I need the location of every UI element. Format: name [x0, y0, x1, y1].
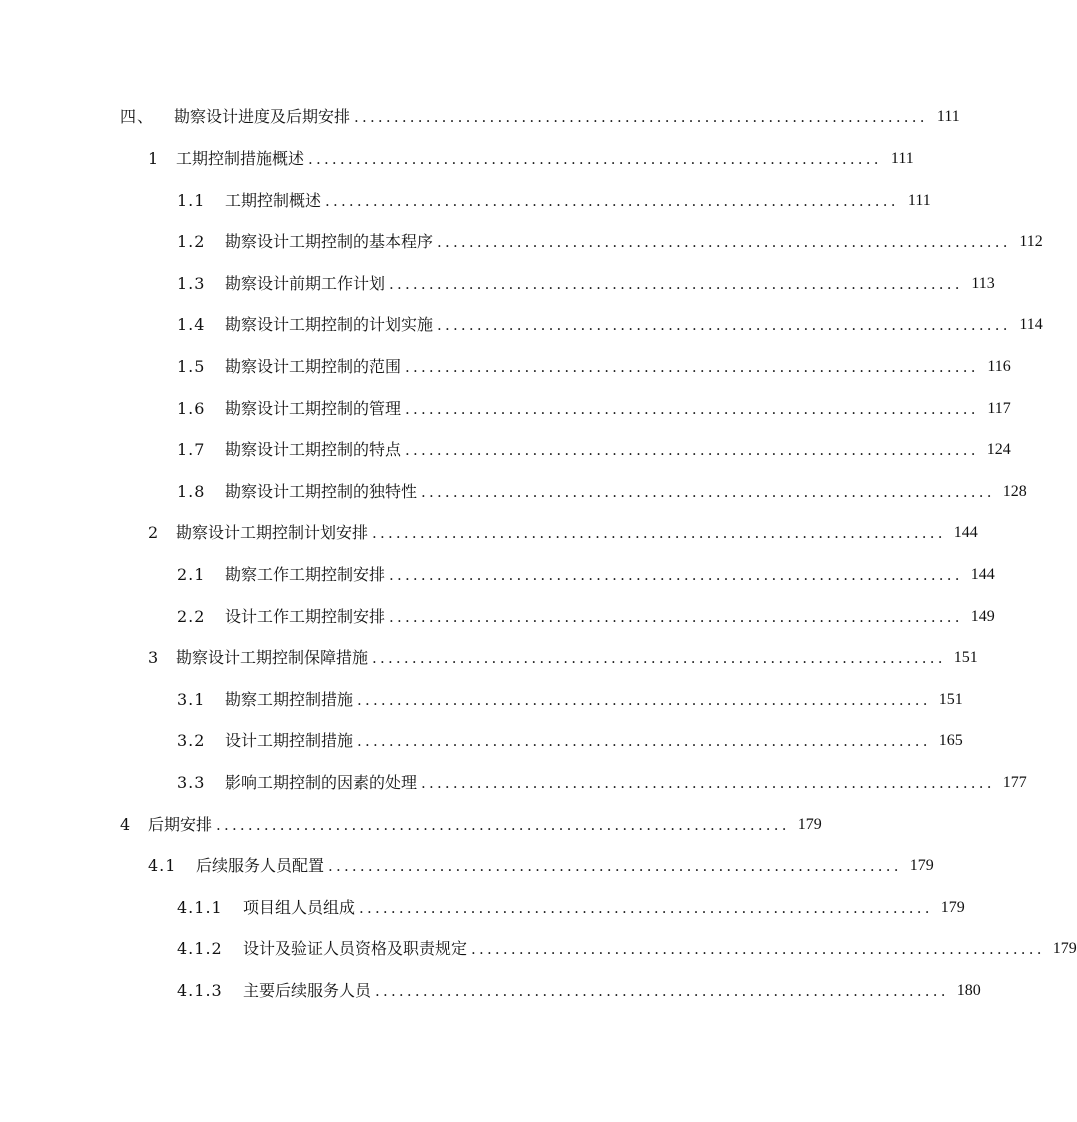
toc-leader-dots: ........................................................................ — [471, 940, 1045, 958]
toc-title: 设计及验证人员资格及职责规定 — [243, 939, 468, 958]
toc-title: 勘察设计工期控制的基本程序 — [225, 232, 434, 251]
toc-page-number: 179 — [1052, 940, 1077, 957]
toc-entry[interactable] — [0, 273, 995, 295]
toc-number: 4.1.3 — [177, 981, 223, 1000]
toc-entry[interactable] — [0, 897, 965, 919]
toc-entry[interactable] — [0, 938, 1077, 960]
toc-number: 4.1.1 — [177, 898, 223, 917]
toc-title: 后期安排 — [148, 815, 213, 834]
toc-title: 勘察设计工期控制的特点 — [225, 440, 402, 459]
toc-leader-dots: ........................................................................ — [308, 150, 882, 168]
toc-title: 勘察设计工期控制的范围 — [225, 357, 402, 376]
toc-title: 设计工期控制措施 — [225, 731, 354, 750]
toc-leader-dots: ........................................................................ — [216, 816, 790, 834]
toc-number: 4 — [120, 815, 132, 834]
toc-page-number: 116 — [987, 358, 1011, 375]
toc-entry[interactable] — [0, 439, 1011, 461]
toc-title: 勘察设计工期控制的独特性 — [225, 482, 418, 501]
toc-leader-dots: ........................................................................ — [357, 691, 931, 709]
toc-leader-dots: ........................................................................ — [372, 649, 946, 667]
toc-page-number: 128 — [1002, 483, 1027, 500]
toc-page-number: 165 — [938, 732, 963, 749]
toc-number: 1.5 — [177, 357, 206, 376]
toc-page-number: 124 — [986, 441, 1011, 458]
toc-entry[interactable] — [0, 772, 1027, 794]
toc-entry[interactable] — [0, 855, 934, 877]
toc-leader-dots: ........................................................................ — [437, 316, 1011, 334]
toc-leader-dots: ........................................................................ — [357, 732, 931, 750]
toc-title: 勘察设计工期控制的计划实施 — [225, 315, 434, 334]
toc-entry[interactable] — [0, 481, 1027, 503]
toc-number: 4.1 — [148, 856, 177, 875]
toc-title: 勘察设计进度及后期安排 — [174, 107, 351, 126]
toc-number: 1.8 — [177, 482, 206, 501]
toc-entry[interactable] — [0, 980, 981, 1002]
toc-leader-dots: ........................................................................ — [325, 192, 899, 210]
toc-title: 工期控制措施概述 — [176, 149, 305, 168]
toc-page-number: 151 — [953, 649, 978, 666]
toc-page-number: 111 — [907, 192, 931, 209]
toc-page-number: 179 — [909, 857, 934, 874]
toc-page-number: 180 — [956, 982, 981, 999]
toc-entry[interactable] — [0, 314, 1043, 336]
toc-number: 1 — [148, 149, 160, 168]
toc-leader-dots: ........................................................................ — [405, 441, 979, 459]
toc-page-number: 113 — [971, 275, 995, 292]
toc-page-number: 151 — [938, 691, 963, 708]
toc-number: 3.1 — [177, 690, 206, 709]
toc-entry[interactable] — [0, 647, 978, 669]
toc-entry[interactable] — [0, 148, 914, 170]
toc-entry[interactable] — [0, 689, 963, 711]
toc-title: 设计工作工期控制安排 — [225, 607, 386, 626]
toc-page-number: 114 — [1019, 316, 1043, 333]
toc-number: 3.3 — [177, 773, 206, 792]
toc-number: 2 — [148, 523, 160, 542]
toc-number: 3 — [148, 648, 160, 667]
toc-entry[interactable] — [0, 814, 822, 836]
toc-title: 主要后续服务人员 — [243, 981, 372, 1000]
toc-page-number: 112 — [1019, 233, 1043, 250]
toc-entry[interactable] — [0, 231, 1043, 253]
toc-leader-dots: ........................................................................ — [405, 400, 979, 418]
toc-page-number: 111 — [936, 108, 960, 125]
toc-page-number: 149 — [970, 608, 995, 625]
toc-leader-dots: ........................................................................ — [389, 275, 963, 293]
toc-entry[interactable] — [0, 190, 931, 212]
toc-number: 1.4 — [177, 315, 206, 334]
toc-page-number: 111 — [890, 150, 914, 167]
toc-leader-dots: ........................................................................ — [437, 233, 1011, 251]
toc-number: 1.2 — [177, 232, 206, 251]
toc-title: 勘察设计前期工作计划 — [225, 274, 386, 293]
toc-title: 勘察设计工期控制计划安排 — [176, 523, 369, 542]
toc-leader-dots: ........................................................................ — [354, 108, 928, 126]
toc-page-number: 117 — [987, 400, 1011, 417]
toc-page-number: 144 — [970, 566, 995, 583]
toc-leader-dots: ........................................................................ — [359, 899, 933, 917]
toc-title: 影响工期控制的因素的处理 — [225, 773, 418, 792]
toc-entry[interactable] — [0, 564, 995, 586]
toc-leader-dots: ........................................................................ — [405, 358, 979, 376]
toc-entry[interactable] — [0, 356, 1011, 378]
toc-number: 1.1 — [177, 191, 206, 210]
toc-number: 2.1 — [177, 565, 206, 584]
toc-page-number: 179 — [797, 816, 822, 833]
toc-leader-dots: ........................................................................ — [389, 608, 963, 626]
toc-number: 4.1.2 — [177, 939, 223, 958]
toc-leader-dots: ........................................................................ — [389, 566, 963, 584]
toc-title: 勘察工作工期控制安排 — [225, 565, 386, 584]
toc-entry[interactable] — [0, 606, 995, 628]
toc-title: 项目组人员组成 — [243, 898, 356, 917]
toc-number: 1.3 — [177, 274, 206, 293]
toc-entry[interactable] — [0, 106, 960, 128]
toc-leader-dots: ........................................................................ — [421, 774, 995, 792]
toc-entry[interactable] — [0, 730, 963, 752]
toc-title: 工期控制概述 — [225, 191, 322, 210]
toc-number: 3.2 — [177, 731, 206, 750]
toc-number: 1.6 — [177, 399, 206, 418]
toc-title: 后续服务人员配置 — [196, 856, 325, 875]
toc-leader-dots: ........................................................................ — [328, 857, 902, 875]
toc-title: 勘察设计工期控制保障措施 — [176, 648, 369, 667]
toc-page-number: 179 — [940, 899, 965, 916]
toc-leader-dots: ........................................................................ — [421, 483, 995, 501]
toc-leader-dots: ........................................................................ — [375, 982, 949, 1000]
toc-title: 勘察工期控制措施 — [225, 690, 354, 709]
toc-number: 四、 — [120, 107, 155, 126]
toc-leader-dots: ........................................................................ — [372, 524, 946, 542]
toc-page-number: 177 — [1002, 774, 1027, 791]
toc-number: 2.2 — [177, 607, 206, 626]
toc-page-number: 144 — [953, 524, 978, 541]
toc-number: 1.7 — [177, 440, 206, 459]
toc-title: 勘察设计工期控制的管理 — [225, 399, 402, 418]
toc-entry[interactable] — [0, 522, 978, 544]
toc-entry[interactable] — [0, 398, 1011, 420]
